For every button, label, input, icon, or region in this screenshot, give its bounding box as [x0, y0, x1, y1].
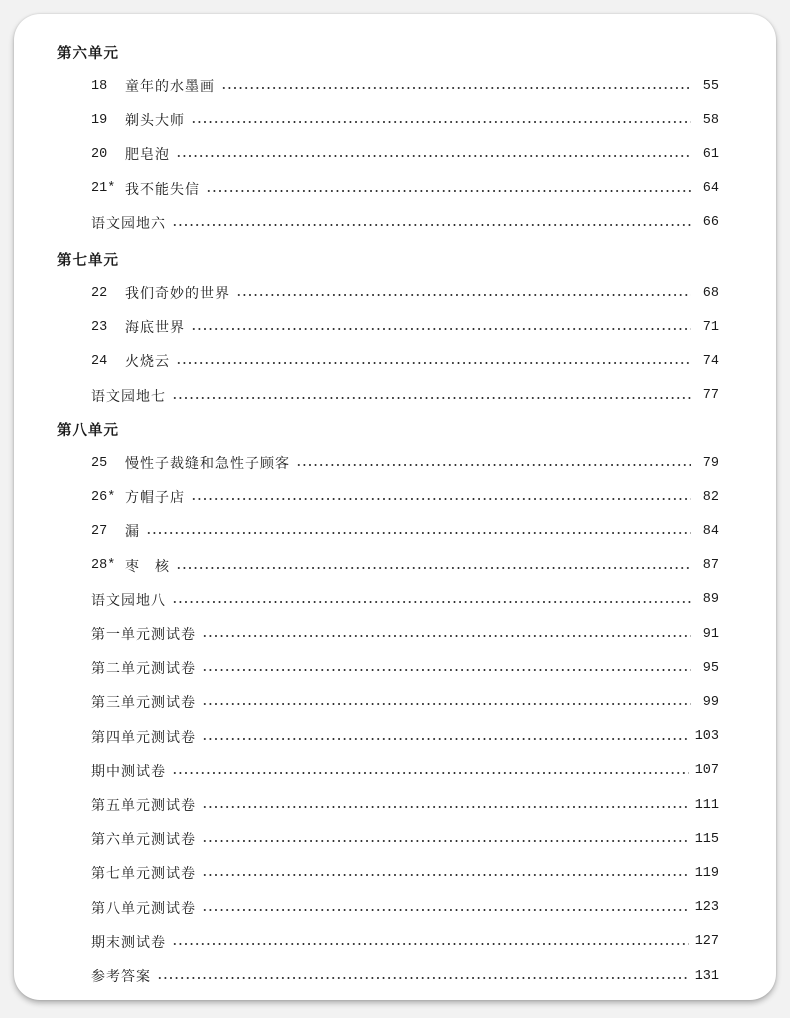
dot-leader — [202, 874, 689, 876]
unit-heading: 第七单元 — [57, 252, 119, 269]
lesson-number: 25 — [91, 455, 108, 471]
entry-title: 语文园地八 — [91, 592, 166, 609]
entry-title: 剃头大师 — [125, 113, 185, 130]
dot-leader — [191, 328, 691, 330]
toc-entry[interactable] — [91, 829, 719, 849]
toc-entry[interactable] — [91, 966, 719, 986]
page-number: 107 — [694, 763, 719, 779]
entry-title: 海底世界 — [125, 320, 185, 337]
page-number: 68 — [702, 285, 719, 301]
page-number: 91 — [702, 626, 719, 642]
entry-title: 我们奇妙的世界 — [125, 286, 230, 302]
toc-entry[interactable] — [91, 76, 719, 96]
lesson-number: 23 — [91, 319, 108, 335]
page-number: 77 — [702, 388, 719, 404]
toc-entry[interactable] — [91, 144, 719, 164]
dot-leader — [191, 498, 691, 500]
page-number: 111 — [694, 797, 719, 813]
lesson-number: 21* — [91, 181, 116, 197]
dot-leader — [176, 567, 691, 569]
toc-entry[interactable] — [91, 487, 719, 507]
dot-leader — [236, 294, 691, 296]
toc-entry[interactable] — [91, 692, 719, 712]
entry-title: 语文园地七 — [91, 388, 166, 405]
toc-entry[interactable] — [91, 658, 719, 678]
entry-title: 第五单元测试卷 — [91, 798, 196, 814]
page-number: 58 — [702, 112, 719, 128]
toc-entry[interactable] — [91, 727, 719, 747]
lesson-number: 22 — [91, 285, 108, 301]
toc-entry[interactable] — [91, 283, 719, 303]
toc-entry[interactable] — [91, 590, 719, 610]
page-number: 89 — [702, 592, 719, 608]
dot-leader — [221, 87, 691, 89]
lesson-number: 20 — [91, 146, 108, 162]
page-number: 103 — [694, 729, 719, 745]
toc-entry[interactable] — [91, 317, 719, 337]
entry-title: 第七单元测试卷 — [91, 866, 196, 883]
page-number: 64 — [702, 181, 719, 197]
dot-leader — [172, 397, 691, 399]
lesson-number: 27 — [91, 523, 108, 539]
page-number: 87 — [702, 558, 719, 574]
dot-leader — [206, 190, 691, 192]
lesson-number: 28* — [91, 558, 116, 574]
page-number: 79 — [702, 455, 719, 471]
dot-leader — [172, 224, 691, 226]
page-number: 71 — [702, 319, 719, 335]
page-number: 74 — [702, 353, 719, 369]
dot-leader — [172, 772, 689, 774]
toc-entry[interactable] — [91, 932, 719, 952]
toc-entry[interactable] — [91, 624, 719, 644]
entry-title: 参考答案 — [91, 969, 151, 985]
page-number: 123 — [694, 900, 719, 916]
unit-heading: 第八单元 — [57, 422, 119, 439]
toc-entry[interactable] — [91, 386, 719, 406]
page-number: 119 — [694, 865, 719, 881]
entry-title: 期中测试卷 — [91, 763, 166, 780]
toc-entry[interactable] — [91, 556, 719, 576]
page-number: 99 — [702, 694, 719, 710]
entry-title: 漏 — [125, 524, 140, 541]
lesson-number: 26* — [91, 489, 116, 505]
entry-title: 第六单元测试卷 — [91, 832, 196, 849]
lesson-number: 18 — [91, 78, 108, 94]
toc-entry[interactable] — [91, 351, 719, 371]
dot-leader — [146, 532, 691, 534]
toc-entry[interactable] — [91, 898, 719, 918]
toc-entry[interactable] — [91, 179, 719, 199]
dot-leader — [296, 464, 691, 466]
dot-leader — [202, 669, 691, 671]
page-number: 127 — [694, 934, 719, 950]
dot-leader — [157, 977, 689, 979]
entry-title: 第八单元测试卷 — [91, 900, 196, 917]
toc-entry[interactable] — [91, 761, 719, 781]
entry-title: 慢性子裁缝和急性子顾客 — [125, 456, 290, 472]
dot-leader — [172, 601, 691, 603]
document-page — [14, 14, 776, 1000]
dot-leader — [202, 635, 691, 637]
entry-title: 期末测试卷 — [91, 934, 166, 951]
entry-title: 我不能失信 — [125, 181, 200, 198]
dot-leader — [191, 121, 691, 123]
entry-title: 方帽子店 — [125, 490, 185, 507]
page-number: 66 — [702, 215, 719, 231]
dot-leader — [176, 362, 691, 364]
page-number: 131 — [694, 968, 719, 984]
entry-title: 第四单元测试卷 — [91, 729, 196, 746]
lesson-number: 19 — [91, 112, 108, 128]
entry-title: 第二单元测试卷 — [91, 661, 196, 678]
toc-entry[interactable] — [91, 110, 719, 130]
dot-leader — [202, 840, 689, 842]
page-number: 61 — [702, 146, 719, 162]
toc-entry[interactable] — [91, 213, 719, 233]
toc-entry[interactable] — [91, 795, 719, 815]
toc-entry[interactable] — [91, 863, 719, 883]
lesson-number: 24 — [91, 353, 108, 369]
toc-entry[interactable] — [91, 521, 719, 541]
page-number: 115 — [694, 831, 719, 847]
dot-leader — [202, 703, 691, 705]
entry-title: 第一单元测试卷 — [91, 627, 196, 643]
entry-title: 枣 核 — [125, 558, 170, 575]
entry-title: 童年的水墨画 — [125, 79, 215, 95]
entry-title: 语文园地六 — [91, 215, 166, 232]
page-number: 84 — [702, 523, 719, 539]
unit-heading: 第六单元 — [57, 45, 119, 62]
page-number: 95 — [702, 660, 719, 676]
dot-leader — [176, 155, 691, 157]
toc-entry[interactable] — [91, 453, 719, 473]
dot-leader — [202, 738, 689, 740]
dot-leader — [202, 806, 689, 808]
dot-leader — [202, 909, 689, 911]
entry-title: 第三单元测试卷 — [91, 695, 196, 712]
table-of-contents — [14, 14, 776, 1000]
page-number: 55 — [702, 78, 719, 94]
dot-leader — [172, 943, 689, 945]
entry-title: 肥皂泡 — [125, 147, 170, 164]
entry-title: 火烧云 — [125, 354, 170, 371]
page-number: 82 — [702, 489, 719, 505]
